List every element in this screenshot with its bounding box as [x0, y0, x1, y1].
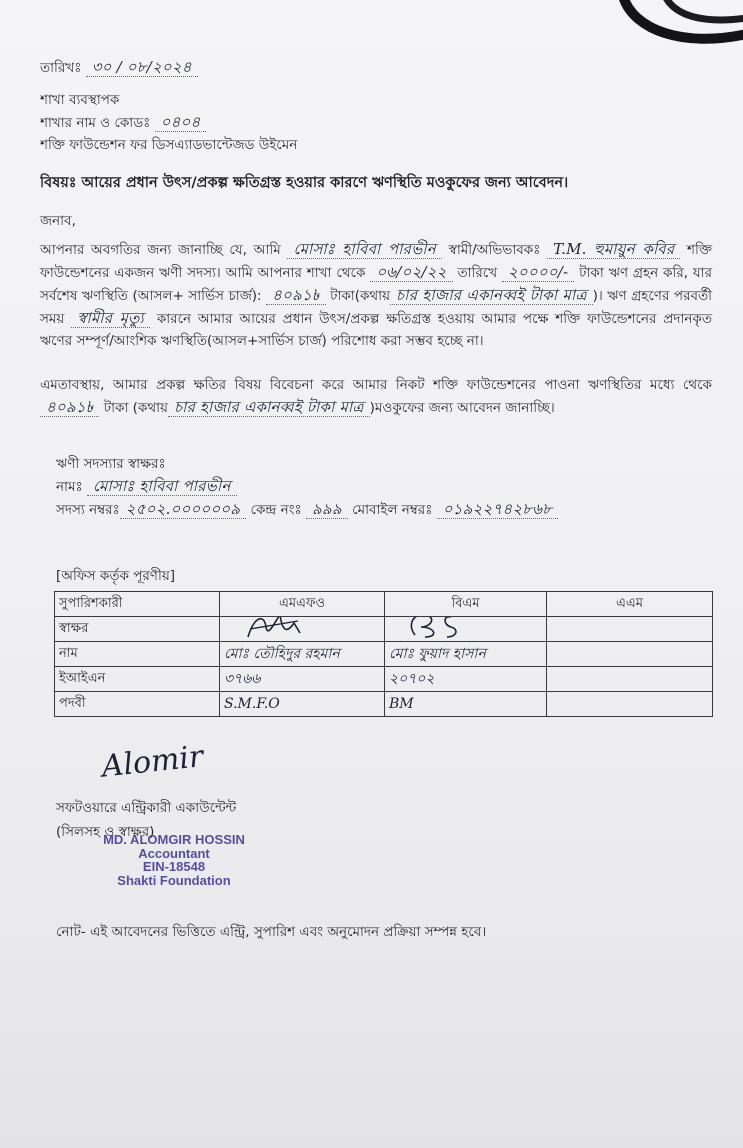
name-row-label: নাম — [55, 642, 220, 667]
body-text: এমতাবস্থায়, আমার প্রকল্প ক্ষতির বিষয় বিবেচনা করে আমার নিকট শক্তি ফাউন্ডেশনের পাওনা ঋণস্থিতির মধ্যে থেকে — [40, 377, 712, 393]
mobile-number: ০১৯২২৭৪২৮৬৮ — [437, 500, 558, 519]
office-table — [54, 591, 713, 717]
member-block — [56, 453, 712, 521]
accountant-title: সফটওয়ারে এন্ট্রিকারী একাউন্টেন্ট — [56, 800, 237, 816]
table-row-name — [55, 642, 713, 667]
loan-date-field: ০৬/০২/২২ — [370, 263, 452, 282]
signature-row-label: স্বাক্ষর — [55, 617, 220, 642]
branch-code: ০৪০৪ — [155, 113, 207, 132]
mfo-signature-cell — [220, 617, 385, 642]
mfo-ein: ৩৭৬৬ — [220, 667, 385, 692]
bm-ein: ২০৭০২ — [385, 667, 547, 692]
mfo-signature-stroke — [248, 617, 300, 638]
office-caption: [অফিস কর্তৃক পূরণীয়] — [56, 568, 176, 584]
bm-signature — [385, 617, 547, 642]
designation-row-label: পদবী — [55, 692, 220, 717]
bm-name: মোঃ ফুয়াদ হাসান — [385, 642, 547, 667]
footer-note: নোট- এই আবেদনের ভিত্তিতে এন্ট্রি, সুপারিশ এবং অনুমোদন প্রক্রিয়া সম্পন্ন হবে। — [56, 924, 487, 940]
table-header-row — [55, 592, 713, 617]
mfo-name: মোঃ তৌহিদুর রহমান — [220, 642, 385, 667]
balance-words-field: চার হাজার একানব্বই টাকা মাত্র — [390, 286, 593, 305]
member-number: ২৫০২.০০০০০০৯ — [120, 500, 246, 519]
application-form — [40, 56, 712, 943]
date-value: ৩০ / ০৮/২০২৪ — [86, 58, 198, 77]
bm-signature-stroke — [411, 617, 433, 638]
header-am: এএম — [547, 592, 713, 617]
table-row-signature — [55, 617, 713, 642]
date-line — [40, 56, 712, 79]
body-paragraph-2 — [40, 374, 712, 419]
body-text: টাকা (কথায় — [103, 400, 168, 416]
addressee-line: শাখা ব্যবস্থাপক — [40, 92, 120, 108]
stamp-ein: EIN-18548 — [142, 859, 206, 874]
accountant-signature — [96, 735, 246, 785]
salutation: জনাব, — [40, 213, 76, 229]
table-row-designation — [55, 692, 713, 717]
body-text: টাকা(কথায় — [330, 288, 391, 304]
subject-line: বিষয়ঃ আয়ের প্রধান উৎস/প্রকল্প ক্ষতিগ্রস্ত হওয়ার কারণে ঋণস্থিতি মওকুফের জন্য আবেদন। — [40, 175, 569, 191]
member-name-line — [56, 475, 712, 498]
center-label: কেন্দ্র নংঃ — [250, 502, 302, 518]
am-signature-cell — [547, 617, 713, 642]
body-text: আপনার অবগতির জন্য জানাচ্ছি যে, আমি — [40, 242, 281, 258]
seal-note: (সিলসহ ও স্বাক্ষর) — [56, 824, 155, 840]
stamp-role: Accountant — [138, 845, 210, 861]
member-name: মোসাঃ হাবিবা পারভীন — [87, 477, 237, 496]
cable-strand-inner — [665, 0, 743, 20]
stamp-name: MD. ALOMGIR HOSSIN — [103, 832, 245, 847]
stamp-organization: Shakti Foundation — [117, 872, 231, 888]
am-designation — [547, 692, 713, 717]
member-signature-label: ঋণী সদস্যার স্বাক্ষরঃ — [56, 456, 166, 472]
organization-line: শক্তি ফাউন্ডেশন ফর ডিসএ্যাডভান্টেজড উইমেন — [40, 137, 298, 153]
body-text: )। ঋণ গ্রহণের পরবর্তী সময় — [40, 288, 712, 327]
body-text: কারনে আমার আয়ের প্রধান উৎস/প্রকল্প ক্ষতিগ্রস্ত হওয়ায় আমার পক্ষে শক্তি ফাউন্ডেশনের প্রদানকৃত ঋণের সম্পূর্ণ/আংশিক ঋণস্থিতি(আসল+সার্ভিস চার্জ) পরিশোধ করা সম্ভব হচ্ছে না। — [40, 311, 712, 349]
body-text: )মওকুফের জন্য আবেদন জানাচ্ছি। — [369, 400, 555, 416]
member-name-field: মোসাঃ হাবিবা পারভীন — [287, 240, 441, 259]
balance-field: ৪০৯১৳ — [266, 286, 325, 305]
member-number-label: সদস্য নম্বরঃ — [56, 502, 120, 518]
bm-designation: BM — [385, 692, 547, 717]
body-paragraph-1 — [40, 238, 712, 352]
body-text: স্বামী/অভিভাবকঃ — [448, 242, 541, 258]
header-mfo: এমএফও — [220, 592, 385, 617]
member-name-label: নামঃ — [56, 479, 83, 495]
cable-object — [603, 0, 743, 60]
bm-signature-cell — [385, 617, 547, 642]
body-text: টাকা ঋণ গ্রহন করি, যার সর্বশেষ ঋণস্থিতি (আসল+ সার্ভিস চার্জ): — [40, 265, 713, 304]
am-ein — [547, 667, 713, 692]
reason-field: স্বামীর মৃত্যু — [71, 309, 150, 328]
bm-signature-stroke — [445, 617, 456, 637]
mobile-label: মোবাইল নম্বরঃ — [352, 502, 433, 518]
accountant-block — [56, 731, 712, 891]
header-bm: বিএম — [385, 592, 547, 617]
branch-label: শাখার নাম ও কোডঃ — [40, 115, 151, 131]
body-text: তারিখে — [457, 265, 498, 281]
am-name — [547, 642, 713, 667]
mfo-designation: S.M.F.O — [220, 692, 385, 717]
member-id-line — [56, 498, 712, 521]
guardian-name-field: T.M. হুমায়ুন কবির — [547, 240, 680, 259]
waiver-words-field: চার হাজার একানব্বই টাকা মাত্র — [168, 398, 370, 417]
body-text: শক্তি ফাউন্ডেশনের একজন ঋণী সদস্য। আমি আপনার শাখা থেকে — [40, 242, 713, 281]
accountant-signature-text: Alomir — [100, 739, 205, 785]
header-recommender: সুপারিশকারী — [55, 592, 220, 617]
date-label: তারিখঃ — [40, 60, 82, 76]
center-number: ৯৯৯ — [306, 500, 348, 519]
ein-row-label: ইআইএন — [55, 667, 220, 692]
table-row-ein — [55, 667, 713, 692]
accountant-stamp — [84, 833, 264, 887]
mfo-signature — [220, 617, 385, 642]
loan-amount-field: ২০০০০/- — [502, 263, 574, 282]
waiver-amount-field: ৪০৯১৳ — [40, 398, 99, 417]
branch-line — [40, 111, 712, 134]
